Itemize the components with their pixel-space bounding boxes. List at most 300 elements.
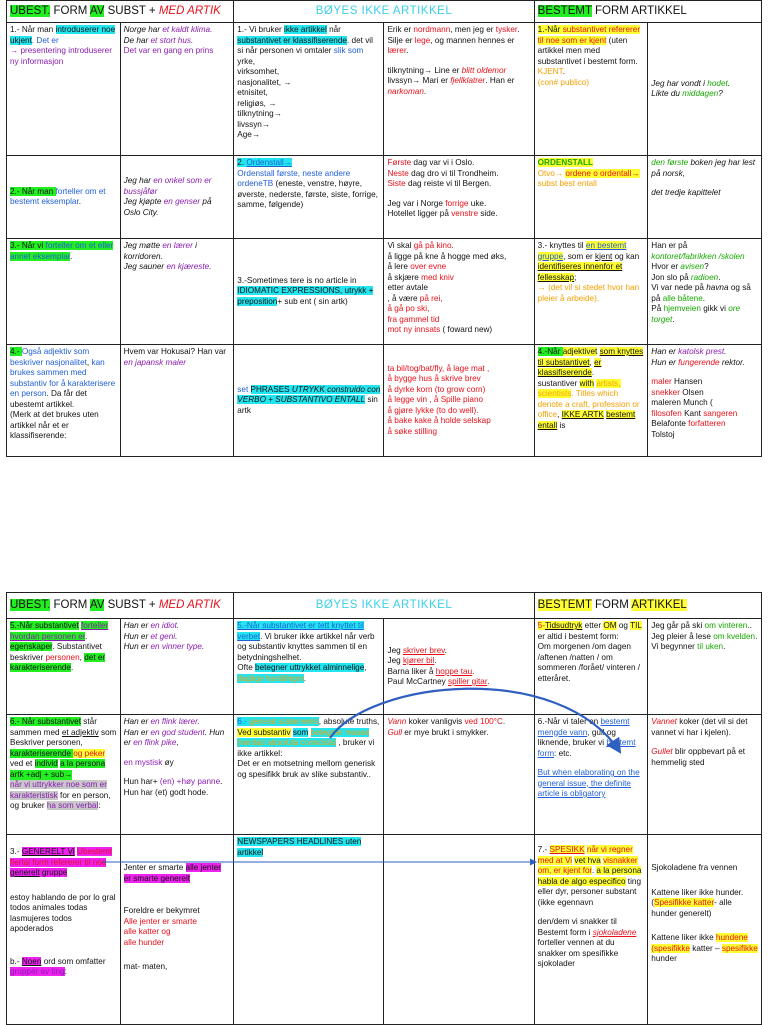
text: å skjære [387, 272, 422, 282]
rule-cell [7, 345, 121, 457]
text: en flink pike [133, 738, 177, 747]
text: Ofte [237, 663, 256, 672]
text: kan brukes sammen med substantiv for å karakterisere en person [10, 357, 116, 398]
text: Spesifikke katter [654, 898, 715, 907]
text: spiller gitar [448, 677, 488, 686]
text: . [755, 631, 758, 641]
text: gruppe [39, 868, 68, 877]
text: . Substantivet beskriver [10, 642, 102, 662]
text: til uken [697, 642, 724, 651]
header-subst: SUBST + [107, 599, 156, 612]
text: . [702, 293, 706, 303]
text: Han er [651, 347, 679, 356]
text: virksomhet, [237, 67, 280, 76]
text: tilknytning→ [237, 109, 282, 118]
text: hjemveien [663, 304, 701, 313]
text: Jeg kjøpte [123, 197, 164, 206]
text: IDIOMATIC EXPRESSIONS [237, 286, 340, 296]
example-cell [120, 619, 234, 715]
text: , [427, 304, 430, 313]
text: ikke artikkel [284, 25, 327, 34]
text: , absolute truths, [318, 717, 380, 726]
text: sustantiver [537, 378, 580, 388]
text: spesifikke [721, 943, 758, 953]
text: Erik er [387, 25, 414, 34]
text: og kan [612, 251, 640, 261]
text: Hansen [671, 377, 703, 386]
text: etnisitet, [237, 88, 268, 97]
text: , men jeg er [450, 25, 496, 34]
text: Også adjektiv som beskriver nasjonalitet [10, 347, 90, 367]
text: : etc. [554, 748, 572, 758]
text: . [423, 86, 427, 96]
text: og peker [73, 748, 106, 758]
text: substantivet [37, 717, 82, 726]
text: et adjektiv [61, 727, 99, 737]
text: Hvor er [651, 262, 681, 271]
text: ? [704, 262, 709, 271]
text: . [727, 78, 731, 88]
text: ting eller dyr, personer substant (ikke egennavn [537, 876, 641, 907]
text: egenskaper [10, 642, 53, 651]
text: SPESIKK [549, 845, 585, 854]
text: Vi var nede på [651, 283, 707, 292]
text: radioen [690, 272, 719, 282]
text: en god student [150, 727, 205, 737]
example-cell [120, 345, 234, 457]
text: mot ny innsats [387, 325, 441, 334]
bestemt-example-cell [648, 239, 762, 345]
text: en onkel som er bussjåfør [123, 176, 212, 196]
text: forteller om et bestemt eksemplar [10, 186, 106, 206]
table-row [7, 835, 762, 1025]
text: avisen [680, 262, 705, 271]
text: : [616, 631, 619, 641]
text: det er karakteriserende [10, 652, 106, 672]
text: nasjonalitet, → [237, 77, 292, 87]
text: sangeren [703, 408, 738, 418]
text: De har [123, 35, 151, 45]
header-boyes: BØYES IKKE ARTIKKEL [234, 593, 534, 619]
text: katolsk prest [678, 347, 725, 356]
text: Sjokoladene fra vennen [651, 863, 738, 872]
text: Han er [123, 717, 151, 726]
text: . Det er [31, 35, 59, 45]
text: Jeg har [123, 176, 154, 185]
text: Kattene liker ikke hunder. ( [651, 887, 744, 907]
text: . Han er [485, 76, 515, 85]
text: ha som verbal [46, 801, 99, 810]
header-med-artik: MED ARTIK [158, 5, 221, 18]
text: Jeg møtte [123, 241, 163, 250]
text: sin artk [237, 395, 378, 415]
text: Det var [123, 46, 153, 55]
text: Jeg har vondt i [651, 78, 708, 88]
text: artists, [596, 378, 621, 388]
header-form2: FORM [594, 5, 629, 18]
text: å lere [387, 262, 411, 271]
text: nordmann [413, 25, 451, 34]
text: som Beskriver personen, [10, 727, 117, 747]
text: Ubestemt flertal form refererer til noe [10, 847, 112, 867]
text: : [98, 801, 101, 810]
text: som knyttes til substantivet [537, 347, 644, 367]
bestemt-example-cell [648, 715, 762, 835]
text: om vinteren [704, 621, 748, 630]
table-row [7, 715, 762, 835]
text: ( foward new) [440, 325, 493, 334]
text: Tidsudtryk [544, 621, 583, 630]
text: , og mannen hennes er [430, 35, 515, 45]
text: med kniv [421, 272, 454, 282]
text: , [589, 357, 595, 367]
example-cell [120, 835, 234, 1025]
header-form2: FORM [594, 599, 629, 612]
text: karakteriserende [10, 748, 74, 758]
text: , [440, 293, 443, 303]
text: side. [478, 209, 498, 218]
text: Hun har (et) godt hode. [123, 787, 209, 797]
bestemt-rule-cell [534, 156, 648, 239]
text: set [237, 384, 251, 394]
text: But when elaborating on the general issue, the definite article is obligatory [537, 768, 640, 798]
table-header-row [7, 1, 762, 23]
text: slik som [333, 46, 364, 55]
text: grupper av ting [10, 967, 65, 976]
text: Jeg pleier å lese [651, 631, 714, 641]
text: 6.-Når vi taler en [537, 717, 601, 726]
text: . [591, 368, 595, 377]
text: . [472, 666, 475, 676]
header-ubest-cell [7, 593, 234, 619]
text: står sammen med [10, 717, 97, 737]
text: 1.- Vi bruker [237, 25, 285, 34]
text: å bake kake å holde selskap [387, 416, 491, 426]
text: mat- maten, [123, 962, 168, 971]
text: Likte du [651, 89, 683, 98]
text: . [197, 717, 200, 726]
header-av: AV [89, 5, 105, 18]
text: . det vil si når personen vi omtaler [237, 35, 373, 55]
text: Hotellet ligger på [387, 209, 452, 218]
text: på rei [419, 293, 441, 303]
rule-cell [7, 239, 121, 345]
text: . [176, 621, 180, 630]
text: → presentering introduserer ny informasjon [10, 46, 112, 66]
text: .. [747, 621, 752, 630]
text: forteller hvordan personen er [10, 621, 109, 641]
text: 6.- Når [10, 717, 38, 726]
bestemt-rule-cell [534, 23, 648, 156]
bestemt-rule-cell [534, 345, 648, 457]
text: PHRASES [250, 384, 290, 394]
text: . [175, 631, 178, 641]
text: forrige [445, 198, 469, 208]
text: Hvem var Hokusai? Han var [123, 347, 227, 356]
text: gikk vi [700, 304, 729, 313]
text: en mystisk [123, 757, 165, 767]
text: er altid i bestemt form [537, 631, 617, 641]
text: blitt oldemor [461, 65, 507, 75]
header-bestemt-cell [534, 593, 761, 619]
header-bestemt: BESTEMT [537, 5, 592, 18]
boyes-example-cell [384, 23, 534, 156]
text: . [78, 197, 81, 206]
text: å gå po ski [387, 304, 428, 313]
text: første [667, 158, 689, 167]
text: i korridoren. [123, 241, 197, 261]
text: snekker [651, 387, 680, 397]
bestemt-example-cell [648, 23, 762, 156]
example-cell [120, 156, 234, 239]
text: , som er [563, 251, 596, 261]
text: sjokoladene [592, 927, 637, 937]
text: introduserer noe ukjent [10, 25, 116, 45]
bestemt-rule-cell [534, 835, 648, 1025]
text: is [557, 420, 566, 430]
text: NEWSPAPERS HEADLINES uten artikkel [237, 837, 362, 857]
text: ORDENSTALL [537, 158, 593, 167]
text: . [723, 642, 726, 651]
text: 4.-Når [537, 347, 563, 356]
rule-cell [7, 619, 121, 715]
text: . [303, 673, 307, 683]
rule-cell [7, 715, 121, 835]
text: . Titles which denote a craft, profession or office [537, 389, 640, 419]
text: Vi skal [387, 241, 414, 250]
text: b.- [10, 956, 22, 966]
text: religiøs, → [237, 98, 277, 108]
text: etter [582, 621, 604, 630]
text: Age→ [237, 130, 261, 139]
text: en japansk maler [123, 357, 186, 367]
text: Jon slo på [651, 272, 691, 282]
text: fungerende [678, 357, 720, 367]
text: Han er [123, 621, 151, 630]
header-av: AV [89, 599, 105, 612]
text: scientists [537, 389, 572, 398]
text: adjektivet [562, 347, 598, 356]
text: ordene o ordentall→ [565, 168, 640, 178]
text: middagen [682, 89, 719, 98]
text: 5.-Når [10, 621, 36, 630]
text: forteller vennen at du snakker om spesifikke sjokolader [537, 938, 619, 968]
text: å bygge hus å skrive brev [387, 374, 481, 384]
text: . [70, 251, 73, 261]
text: daglige handlinger [237, 673, 304, 683]
boyes-rule-cell [234, 715, 384, 835]
bestemt-rule-cell [534, 239, 648, 345]
text: Norge har [123, 25, 163, 34]
text: er klassifiserende [537, 357, 602, 377]
text: . [672, 314, 675, 324]
text: lege [414, 35, 431, 45]
text: betegner masse (verdad absoluta conocida) [237, 727, 370, 747]
text: rektor. [719, 357, 745, 367]
text: livssyn→ [237, 119, 271, 129]
boyes-rule-cell [234, 619, 384, 715]
bestemt-rule-cell [534, 619, 648, 715]
text: artk +adj + sub→ [10, 769, 73, 779]
text: tysker [495, 25, 518, 34]
text: Alle jenter er smarte [123, 916, 197, 926]
text: betegner uttrykket alminnelige [255, 663, 365, 672]
text: den/dem vi snakker til Bestemt form i [537, 917, 617, 937]
text: , [176, 738, 179, 747]
text: . [406, 46, 409, 55]
text: (en) +høy panne [159, 777, 221, 786]
text: maler [651, 377, 672, 386]
text: 2.- Når man [10, 186, 56, 196]
text: å gjøre lykke (to do well). [387, 405, 479, 415]
rule-cell [7, 156, 121, 239]
text: . [718, 272, 721, 282]
text: . [451, 241, 454, 250]
bestemt-example-cell [648, 345, 762, 457]
text: Jeg [387, 645, 403, 655]
text: Om morgenen /om dagen /aftenen /natten / om sommeren /forået/ vinteren / etteråret. [537, 642, 641, 683]
text: lærer [387, 46, 407, 55]
bestemt-example-cell [648, 156, 762, 239]
text: Jeg sauner [123, 262, 167, 271]
text: . Da får det ubestemt artikkel. [10, 389, 87, 409]
text: dag reiste vi til Bergen. [405, 179, 492, 188]
text: Vannet [651, 717, 677, 726]
text: . [502, 717, 506, 726]
text: , bruker vi ikke artikkel: [237, 738, 375, 758]
text: : [64, 967, 67, 976]
text: fra gammel tid [387, 314, 440, 324]
rule-cell [7, 835, 121, 1025]
text: når [326, 25, 341, 34]
text: blir oppbevart på et hemmelig sted [651, 747, 746, 767]
text: Gullet [651, 747, 673, 756]
text: Belafonte [651, 419, 689, 428]
text: OM [603, 621, 617, 630]
table-row [7, 345, 762, 457]
text: etter avtale [387, 283, 428, 292]
text: Gull [387, 727, 403, 737]
text: tilknytning→ Line er [387, 65, 462, 75]
text: , [557, 410, 562, 419]
text: hunder [651, 954, 677, 963]
text: Ordenstall→ [246, 158, 292, 167]
boyes-example-cell [384, 345, 534, 457]
text: Vi begynner [651, 642, 698, 651]
text: alle jenter er smarte generelt [123, 863, 222, 883]
text: koker (det vil si det vannet vi har i kjelen). [651, 717, 748, 737]
text: 2. [237, 158, 247, 167]
text: hoppe tau [435, 666, 473, 676]
text: når vi uttrykker noe som er karakteristisk [10, 780, 107, 800]
text: uke. [468, 198, 487, 208]
text: visnakker om, er kjent for [537, 855, 638, 875]
boyes-rule-cell [234, 23, 384, 156]
text: . [434, 656, 437, 665]
text: ved et [10, 759, 35, 768]
example-cell [120, 715, 234, 835]
text: 3.- [10, 847, 22, 856]
boyes-rule-cell [234, 239, 384, 345]
text: et geni [150, 631, 176, 641]
text: , [364, 663, 367, 672]
text: Jeg var i Norge [387, 198, 446, 208]
text: over evne [410, 262, 447, 271]
header-artikkel: ARTIKKEL [631, 5, 687, 18]
text: . [70, 663, 74, 672]
text: bestemt mengde vann [537, 717, 630, 737]
text: (Merk at det brukes uten artikkel når et er klassifiserende: [10, 410, 99, 440]
text: - alle hunder generelt) [651, 898, 732, 918]
text: . [562, 67, 565, 76]
text: filosofen [651, 408, 682, 418]
text: å dyrke korn (to grow corn) [387, 384, 486, 394]
text: 3.- Når vi [10, 241, 46, 250]
text: maleren [651, 398, 681, 407]
text: kjent [595, 251, 613, 261]
table-row [7, 23, 762, 156]
text: , [86, 357, 92, 367]
text: og [616, 621, 631, 630]
text: fjellklatrer [450, 76, 486, 85]
bestemt-example-cell [648, 619, 762, 715]
text: forfatteren [688, 419, 726, 428]
header-ubest: UBEST. [10, 599, 51, 612]
text: a la persona habla de algo especifico [537, 866, 642, 886]
text: 5.-Når substantivet er tett knyttet til verbet [237, 621, 364, 641]
text: om kvelden [713, 631, 756, 641]
text: Foreldre er bekymret [123, 906, 200, 915]
text: . [85, 631, 88, 641]
example-cell [120, 239, 234, 345]
text: . [201, 642, 205, 651]
boyes-example-cell [384, 239, 534, 345]
text: en genser [163, 197, 201, 206]
text: skriver brev [402, 645, 445, 655]
text: with [579, 378, 595, 388]
text: Silje er [387, 35, 415, 45]
text: ; [574, 272, 577, 282]
text: Vann [387, 717, 407, 726]
text: havna [706, 283, 729, 292]
table-header-row [7, 593, 762, 619]
text: å søke stilling [387, 426, 438, 436]
text: på Oslo City. [123, 197, 212, 217]
text: Han er [123, 727, 151, 737]
text: en kjæreste [166, 262, 210, 271]
text: Jenter er smarte [123, 863, 186, 872]
text: ? [718, 89, 723, 98]
text: . [635, 56, 638, 66]
text: substantivet er klassifiserende [237, 35, 347, 45]
text: identifiseres innenfor et fellesskap [537, 262, 623, 282]
text: dag var vi i Oslo. [411, 158, 475, 167]
text: en flink lærer [150, 717, 198, 726]
text: bestemt entall [537, 410, 636, 430]
text: koker vanligvis [406, 717, 465, 726]
text: 1.-Når [537, 25, 563, 34]
text: Han er på [651, 241, 688, 250]
text: 7.- [537, 845, 550, 854]
header-boyes: BØYES IKKE ARTIKKEL [234, 1, 534, 23]
text: et stort hus. [150, 35, 194, 45]
text: og så på [651, 283, 751, 303]
header-form: FORM [53, 5, 88, 18]
text: individ [34, 759, 58, 768]
text: når vi regner med at Vi [537, 845, 633, 865]
text: å ligge på kne å hogge med øks, [387, 251, 507, 261]
text: generelt [10, 868, 40, 877]
